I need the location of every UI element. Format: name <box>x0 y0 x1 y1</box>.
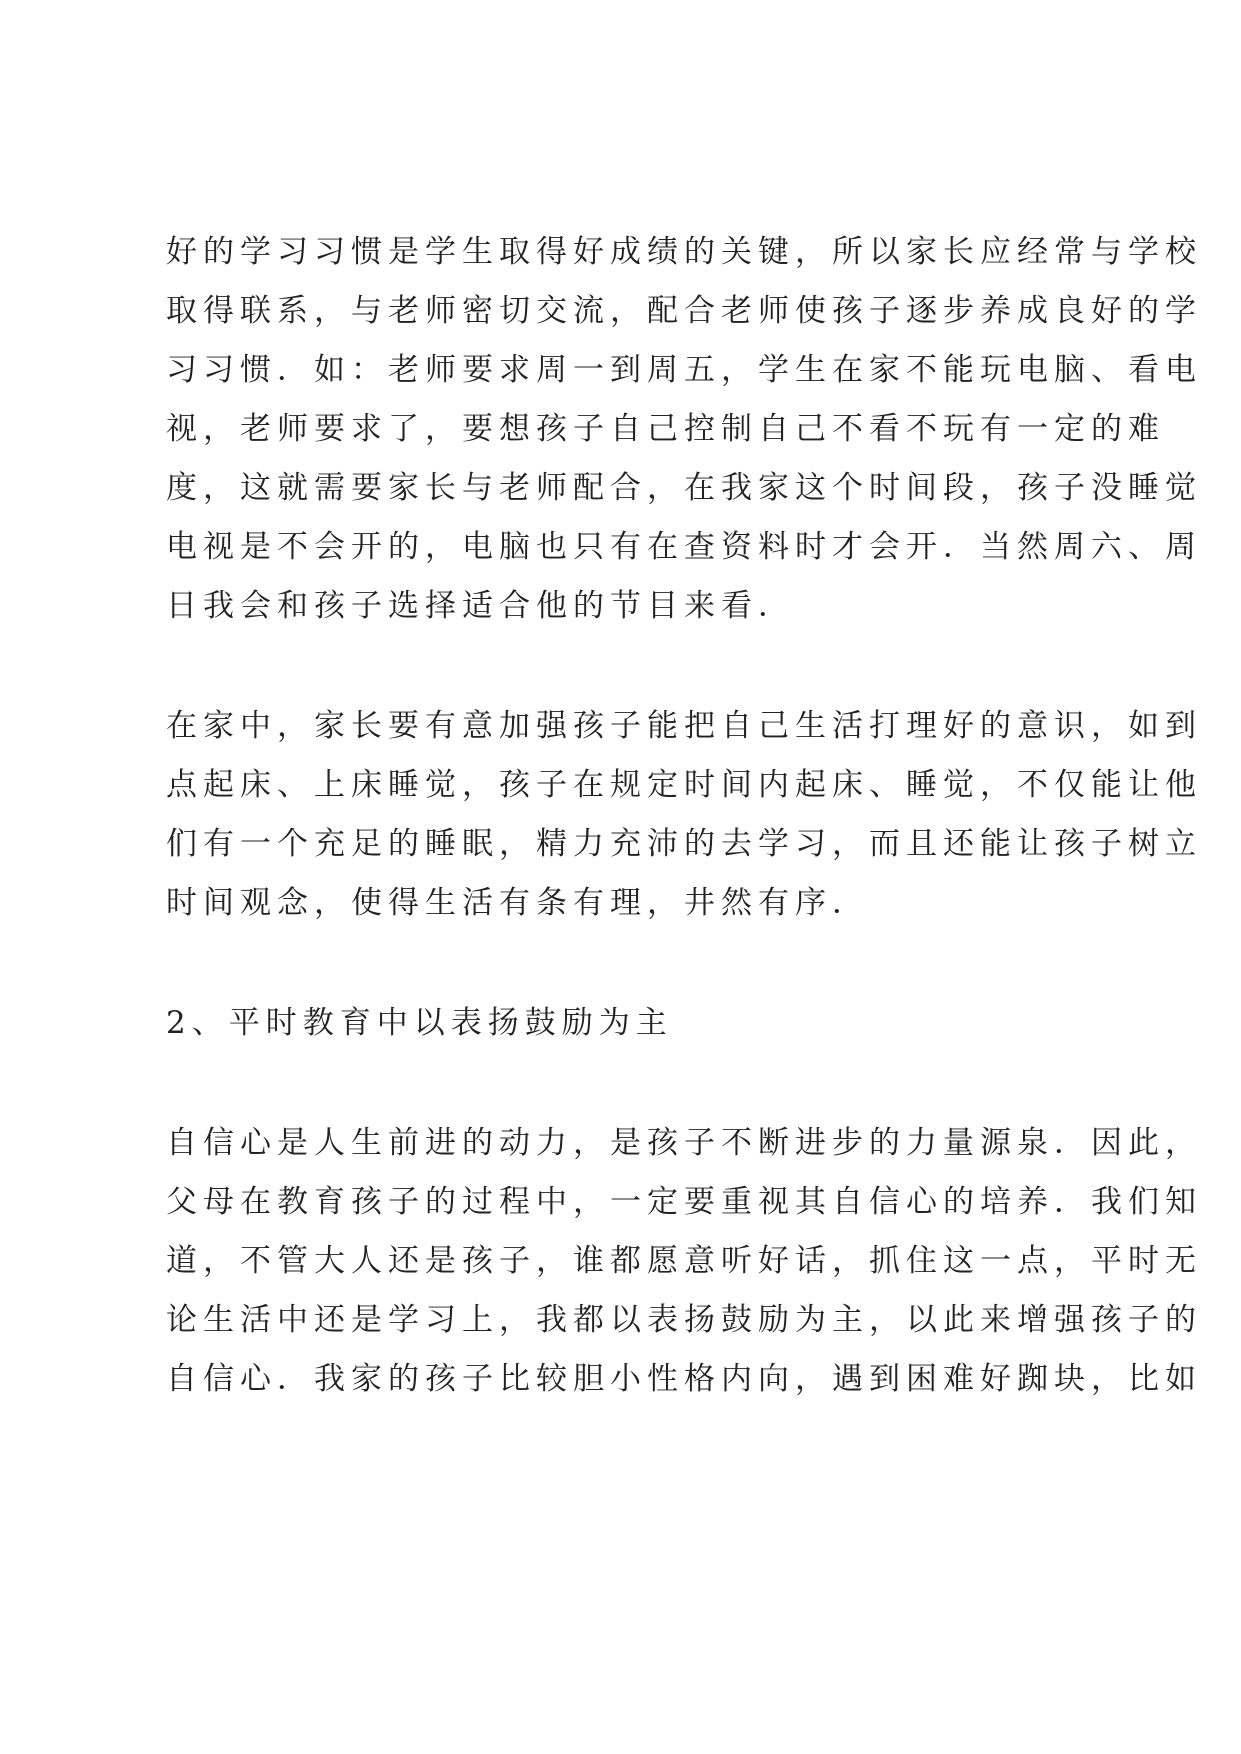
text-line: 视，老师要求了，要想孩子自己控制自己不看不玩有一定的难 <box>166 411 1165 447</box>
text-line: 取得联系，与老师密切交流，配合老师使孩子逐步养成良好的学 <box>166 293 1202 329</box>
text-line: 论生活中还是学习上，我都以表扬鼓励为主，以此来增强孩子的 <box>166 1302 1202 1338</box>
text-line: 自信心．我家的孩子比较胆小性格内向，遇到困难好踟块，比如 <box>166 1361 1202 1397</box>
text-line: 点起床、上床睡觉，孩子在规定时间内起床、睡觉，不仅能让他 <box>166 767 1202 803</box>
heading-line: 2、平时教育中以表扬鼓励为主 <box>166 1005 673 1041</box>
text-line: 度，这就需要家长与老师配合，在我家这个时间段，孩子没睡觉 <box>166 470 1202 506</box>
text-line: 们有一个充足的睡眠，精力充沛的去学习，而且还能让孩子树立 <box>166 826 1202 862</box>
text-line: 时间观念，使得生活有条有理，井然有序． <box>166 885 869 921</box>
text-line: 习习惯．如：老师要求周一到周五，学生在家不能玩电脑、看电 <box>166 352 1202 388</box>
text-line: 道，不管大人还是孩子，谁都愿意听好话，抓住这一点，平时无 <box>166 1243 1202 1279</box>
text-line: 电视是不会开的，电脑也只有在查资料时才会开．当然周六、周 <box>166 529 1202 565</box>
text-line: 日我会和孩子选择适合他的节目来看． <box>166 588 795 624</box>
text-line: 父母在教育孩子的过程中，一定要重视其自信心的培养．我们知 <box>166 1184 1202 1220</box>
text-line: 在家中，家长要有意加强孩子能把自己生活打理好的意识，如到 <box>166 708 1202 744</box>
text-line: 自信心是人生前进的动力，是孩子不断进步的力量源泉．因此， <box>166 1125 1202 1161</box>
text-line: 好的学习习惯是学生取得好成绩的关键，所以家长应经常与学校 <box>166 234 1202 270</box>
